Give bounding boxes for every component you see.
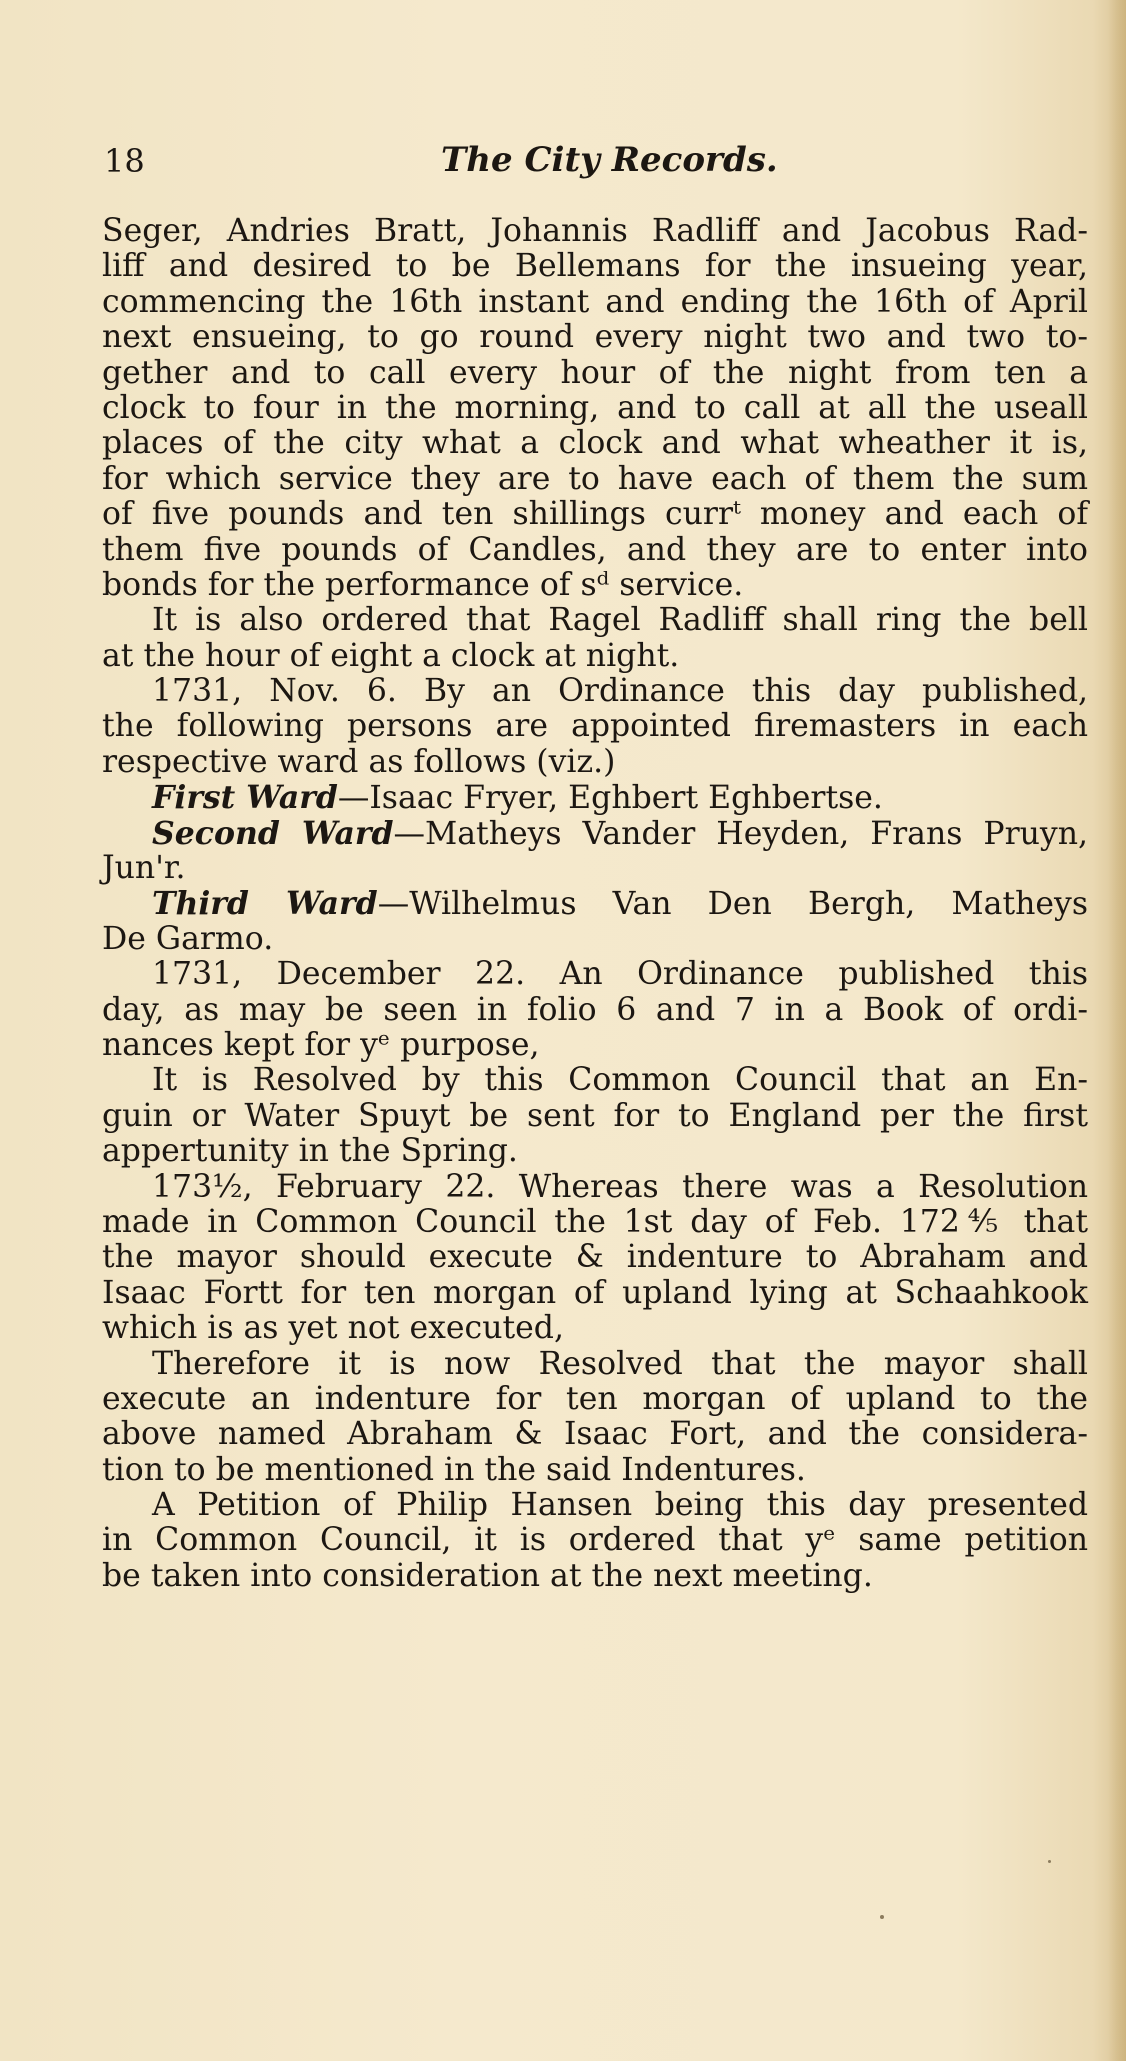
text-line: Seger, Andries Bratt, Johannis Radliff and Jacobus Rad-	[102, 213, 1088, 249]
ward-members: —Matheys Vander Heyden, Frans Pruyn,	[393, 815, 1089, 852]
text-line: clock to four in the morning, and to call at all the useall	[102, 389, 1088, 426]
ward-label: Third Ward	[152, 885, 378, 923]
ward-members: —Isaac Fryer, Eghbert Eghbertse.	[337, 780, 883, 817]
page-edge-shadow	[1108, 0, 1126, 2061]
text-line: day, as may be seen in folio 6 and 7 in a Book of ordi-	[102, 991, 1088, 1028]
text-line: the following persons are appointed firemasters in each	[102, 708, 1088, 745]
text-line: in Common Council, it is ordered that yᵉ same petition	[102, 1522, 1088, 1559]
ward-members: —Wilhelmus Van Den Bergh, Matheys	[377, 886, 1088, 923]
text-line: the mayor should execute & indenture to Abraham and	[102, 1239, 1088, 1276]
paper-speck	[880, 1915, 884, 1919]
text-line: tion to be mentioned in the said Indentures.	[102, 1451, 806, 1488]
text-line: gether and to call every hour of the night from ten a	[102, 354, 1088, 391]
text-line: them five pounds of Candles, and they are to enter into	[102, 531, 1088, 568]
text-line: A Petition of Philip Hansen being this day presented	[152, 1487, 1088, 1524]
text-line: guin or Water Spuyt be sent for to England per the first	[102, 1097, 1088, 1134]
ward-label: First Ward	[152, 779, 338, 817]
text-line: next ensueing, to go round every night two and two to-	[102, 319, 1088, 356]
text-line: of five pounds and ten shillings currᵗ money and each of	[102, 496, 1088, 533]
text-line: places of the city what a clock and what wheather it is,	[102, 425, 1088, 462]
text-line: 1731, December 22. An Ordinance published this	[152, 956, 1088, 993]
text-line: respective ward as follows (viz.)	[102, 743, 616, 780]
text-line: execute an indenture for ten morgan of upland to the	[102, 1380, 1088, 1417]
text-line: nances kept for yᵉ purpose,	[102, 1026, 540, 1063]
text-line: Therefore it is now Resolved that the mayor shall	[152, 1345, 1088, 1382]
text-line: made in Common Council the 1st day of Feb. 172⅘ that	[102, 1203, 1088, 1240]
text-line: be taken into consideration at the next meeting.	[102, 1557, 873, 1594]
text-line: commencing the 16th instant and ending the 16th of April	[102, 283, 1088, 320]
text-line: for which service they are to have each of them the sum	[102, 460, 1088, 497]
text-line: De Garmo.	[102, 920, 274, 957]
ward-line-second	[102, 816, 1088, 851]
text-line: It is Resolved by this Common Council that an En-	[152, 1062, 1088, 1099]
text-line: It is also ordered that Ragel Radliff shall ring the bell	[152, 602, 1088, 639]
text-line: which is as yet not executed,	[102, 1310, 564, 1347]
text-line: Isaac Fortt for ten morgan of upland lying at Schaahkook	[102, 1274, 1088, 1311]
text-line: Jun'r.	[102, 850, 186, 887]
text-line: 173½, February 22. Whereas there was a Resolution	[152, 1168, 1088, 1205]
body-text	[102, 214, 1088, 1594]
text-line: above named Abraham & Isaac Fort, and the considera-	[102, 1416, 1088, 1453]
page-number: 18	[104, 142, 145, 180]
text-line: bonds for the performance of sᵈ service.	[102, 566, 744, 603]
text-line: at the hour of eight a clock at night.	[102, 637, 680, 674]
paper-speck	[1048, 1860, 1051, 1863]
running-title: The City Records.	[441, 140, 778, 180]
ward-line-first	[102, 780, 1088, 815]
text-line: liff and desired to be Bellemans for the insueing year,	[102, 248, 1088, 285]
page-header	[104, 136, 1084, 192]
text-line: 1731, Nov. 6. By an Ordinance this day published,	[152, 673, 1088, 710]
ward-line-third	[102, 886, 1088, 921]
text-line: appertunity in the Spring.	[102, 1133, 518, 1170]
ward-label: Second Ward	[152, 814, 394, 852]
